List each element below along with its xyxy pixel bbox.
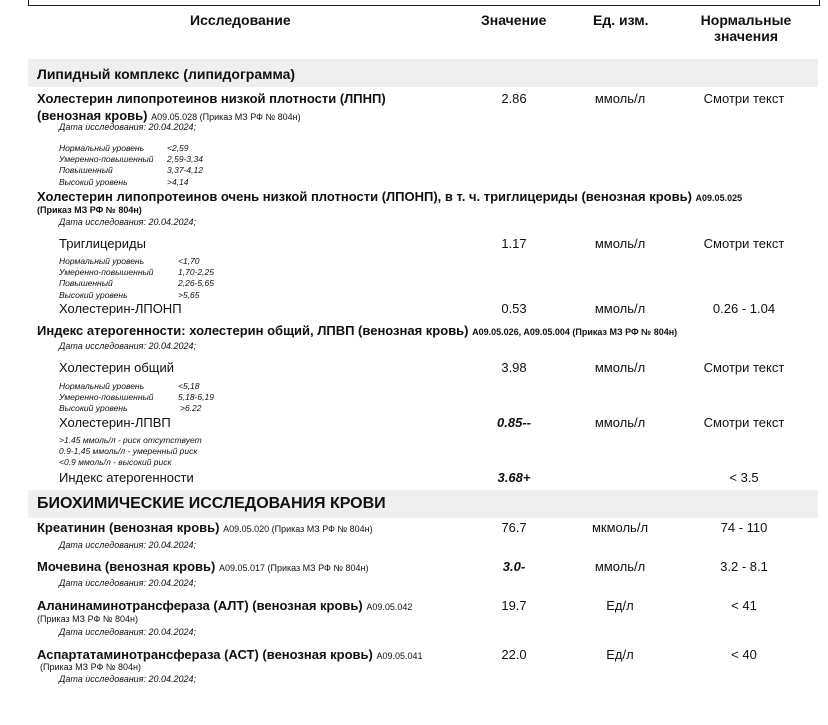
ref-triglycerides [59,256,214,301]
test-code-ast: A09.05.041 [376,651,423,661]
test-title-ldl-line-1: Холестерин липопротеинов низкой плотности (ЛПНП) [37,91,386,106]
value-alt: 19.7 [501,598,527,613]
test-date-ast: Дата исследования: 20.04.2024; [59,674,197,684]
test-title-alt-text: Аланинаминотрансфераза (АЛТ) (венозная кровь) [37,598,363,613]
ref-label: Повышенный [59,278,113,289]
test-code-ldl: A09.05.028 (Приказ МЗ РФ № 804н) [151,112,301,122]
ref-range: 2,59-3,34 [167,154,203,165]
ref-range: <2,59 [167,143,189,153]
notes-hdl [59,435,202,469]
unit-vldl: ммоль/л [594,301,646,316]
value-ldl: 2.86 [501,91,527,106]
value-hdl: 0.85-- [497,415,531,430]
sub-label-hdl: Холестерин-ЛПВП [59,415,171,430]
test-title-ldl-text: (венозная кровь) [37,108,148,123]
ref-label: Нормальный уровень [59,143,145,153]
test-title-athero [37,323,677,338]
test-title-alt [37,598,412,613]
test-code-alt: A09.05.042 [366,602,413,612]
ref-range: <5,18 [178,381,200,391]
test-code-vldl-order: (Приказ МЗ РФ № 804н) [37,205,142,215]
unit-triglycerides: ммоль/л [594,236,646,251]
ref-ldl [59,143,203,188]
ref-total-cholesterol [59,381,214,415]
ref-range: >6.22 [180,403,202,414]
value-triglycerides: 1.17 [501,236,527,251]
sub-label-vldl: Холестерин-ЛПОНП [59,301,182,316]
test-code-urea: A09.05.017 (Приказ МЗ РФ № 804н) [218,563,369,573]
note-line: >1.45 ммоль/л - риск отсутствует [59,435,202,445]
test-date-athero: Дата исследования: 20.04.2024; [59,341,197,351]
ref-label: Умеренно-повышенный [59,267,154,278]
value-total-cholesterol: 3.98 [501,360,527,375]
unit-urea: ммоль/л [594,559,646,574]
test-title-creatinine-text: Креатинин (венозная кровь) [37,520,220,535]
ref-label: Нормальный уровень [59,381,145,391]
ref-label: Высокий уровень [59,403,128,414]
header-unit: Ед. изм. [593,12,649,28]
unit-creatinine: мкмоль/л [591,520,649,535]
ref-range: 5,18-6,19 [178,392,214,403]
ref-label: Умеренно-повышенный [59,154,154,165]
value-vldl: 0.53 [501,301,527,316]
test-date-alt: Дата исследования: 20.04.2024; [59,627,197,637]
ref-label: Умеренно-повышенный [59,392,154,403]
test-code-ast-order: (Приказ МЗ РФ № 804н) [40,662,141,672]
normal-ast: < 40 [731,647,757,662]
ref-range: >5,65 [178,289,200,300]
note-line: <0.9 ммоль/л - высокий риск [59,457,172,468]
section-title-biochem: БИОХИМИЧЕСКИЕ ИССЛЕДОВАНИЯ КРОВИ [37,495,386,512]
test-code-alt-order: (Приказ МЗ РФ № 804н) [37,614,138,624]
ref-label: Высокий уровень [59,176,128,187]
header-normal [694,12,798,44]
value-ast: 22.0 [501,647,527,662]
normal-total-cholesterol: Смотри текст [703,360,785,375]
note-line: 0.9-1,45 ммоль/л - умеренный риск [59,446,198,457]
normal-urea: 3.2 - 8.1 [720,559,768,574]
test-code-athero: A09.05.026, A09.05.004 (Приказ МЗ РФ № 804н) [472,327,678,337]
ref-range: 2,26-5,65 [178,278,214,289]
test-title-vldl [37,189,742,204]
test-code-vldl: A09.05.025 [695,193,743,203]
normal-hdl: Смотри текст [703,415,785,430]
test-title-urea [37,559,369,574]
header-value: Значение [481,12,547,28]
ref-range: >4,14 [167,176,189,187]
normal-vldl: 0.26 - 1.04 [712,301,776,316]
test-title-ast-text: Аспартатаминотрансфераза (АСТ) (венозная кровь) [37,647,373,662]
value-athero-index: 3.68+ [497,470,531,485]
test-date-ldl: Дата исследования: 20.04.2024; [59,122,197,132]
header-normal-line-2: значения [714,28,778,44]
test-date-urea: Дата исследования: 20.04.2024; [59,578,197,588]
normal-triglycerides: Смотри текст [703,236,785,251]
unit-ldl: ммоль/л [594,91,646,106]
unit-alt: Ед/л [606,598,634,613]
test-code-creatinine: A09.05.020 (Приказ МЗ РФ № 804н) [223,524,373,534]
normal-alt: < 41 [731,598,757,613]
unit-total-cholesterol: ммоль/л [594,360,646,375]
test-date-vldl: Дата исследования: 20.04.2024; [59,217,197,227]
sub-label-total-cholesterol: Холестерин общий [59,360,175,375]
header-study: Исследование [190,12,291,28]
value-creatinine: 76.7 [501,520,527,535]
sub-label-athero-index: Индекс атерогенности [59,470,194,485]
ref-label: Нормальный уровень [59,256,145,266]
test-title-creatinine [37,520,373,535]
sub-label-triglycerides: Триглицериды [59,236,146,251]
test-title-urea-text: Мочевина (венозная кровь) [37,559,216,574]
ref-range: 1,70-2,25 [178,267,214,278]
ref-label: Повышенный [59,165,113,176]
ref-range: 3,37-4,12 [167,165,203,176]
unit-hdl: ммоль/л [594,415,646,430]
section-title-lipid: Липидный комплекс (липидограмма) [37,66,296,82]
normal-ldl: Смотри текст [703,91,785,106]
normal-athero-index: < 3.5 [729,470,759,485]
ref-range: <1,70 [178,256,200,266]
value-urea: 3.0- [502,559,526,574]
test-title-vldl-text: Холестерин липопротеинов очень низкой плотности (ЛПОНП), в т. ч. триглицериды (венозная кровь) [37,189,692,204]
header-normal-line-1: Нормальные [700,12,792,28]
normal-creatinine: 74 - 110 [720,520,768,535]
test-title-ast [37,647,423,662]
ref-label: Высокий уровень [59,289,128,300]
test-title-ldl-line-2 [37,108,301,123]
unit-ast: Ед/л [606,647,634,662]
table-top-border [28,0,820,6]
test-title-athero-text: Индекс атерогенности: холестерин общий, ЛПВП (венозная кровь) [37,323,469,338]
test-date-creatinine: Дата исследования: 20.04.2024; [59,540,197,550]
